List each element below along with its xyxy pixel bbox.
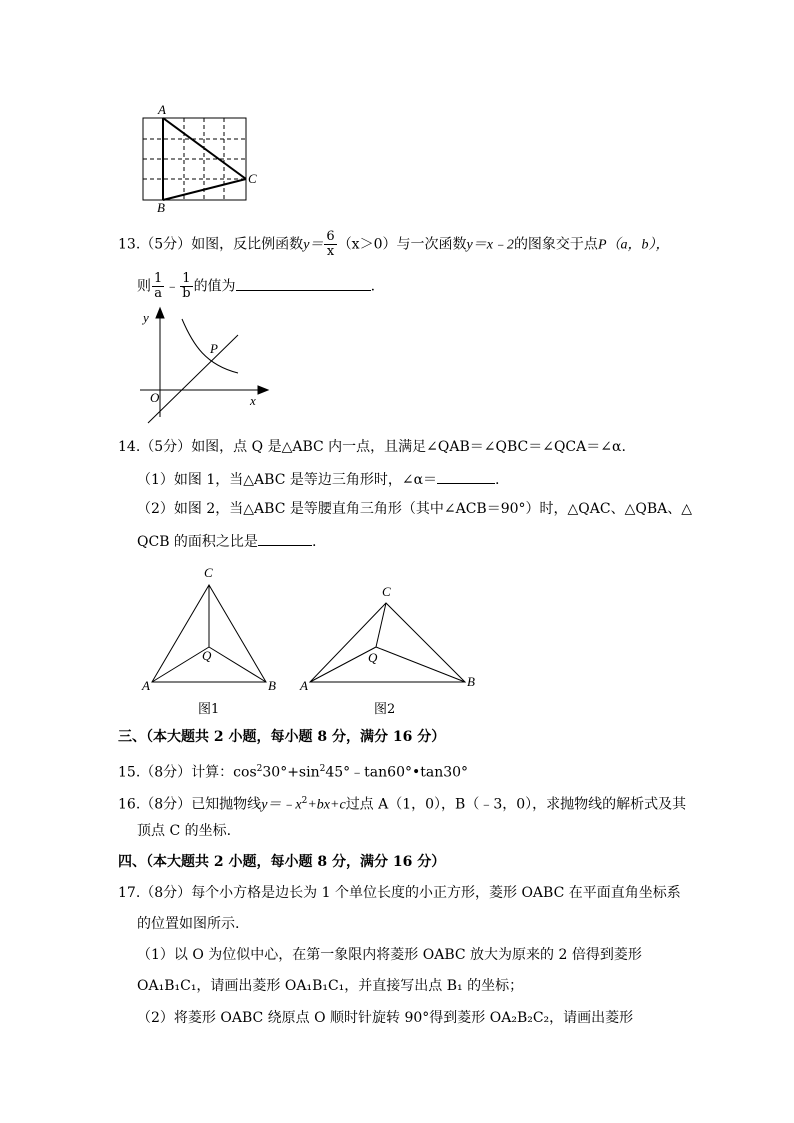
fraction-1-over-b: $\frac{1}{b}$ [182, 271, 191, 301]
label-x-axis: x [250, 393, 256, 408]
fig1-label-A: A [142, 678, 150, 693]
question-17-part1: （1）以 O 为位似中心，在第一象限内将菱形 OABC 放大为原来的 2 倍得到菱形 [137, 947, 642, 963]
fraction-1-over-a: $\frac{1}{a}$ [154, 271, 163, 301]
question-17-part2: （2）将菱形 OABC 绕原点 O 顺时针旋转 90°得到菱形 OA₂B₂C₂，请画出菱形 [137, 1010, 634, 1026]
section-4-heading: 四、（本大题共 2 小题，每小题 8 分，满分 16 分） [118, 854, 446, 870]
fig2-label-C: C [382, 584, 391, 599]
fig1-label-B: B [268, 678, 276, 693]
fig1-caption: 图1 [198, 702, 220, 717]
answer-blank-14-2[interactable] [258, 531, 312, 546]
answer-blank-13[interactable] [236, 276, 371, 291]
figure-function-graph [138, 305, 278, 425]
label-A: A [158, 102, 166, 117]
question-13-line2: 则 $\frac{1}{a}$ ﹣ $\frac{1}{b}$ 的值为 . [137, 271, 376, 301]
question-14-part2-line2: QCB 的面积之比是 . [137, 531, 316, 551]
question-16-line2: 顶点 C 的坐标. [137, 823, 232, 839]
question-14-part1: （1）如图 1，当△ABC 是等边三角形时，∠α＝ . [137, 469, 500, 489]
question-14-part2: （2）如图 2，当△ABC 是等腰直角三角形（其中∠ACB＝90°）时，△QAC、△QBA、△ [137, 501, 692, 517]
question-17: 17.（8分）每个小方格是边长为 1 个单位长度的小正方形，菱形 OABC 在平面直角坐标系 [118, 885, 681, 901]
triangles-svg [130, 560, 490, 715]
fig2-label-Q: Q [368, 650, 378, 665]
question-14: 14.（5分）如图，点 Q 是△ABC 内一点，且满足∠QAB＝∠QBC＝∠QCA＝∠α. [118, 439, 626, 455]
function-graph-svg [138, 305, 278, 425]
label-C: C [248, 171, 257, 186]
label-y-axis: y [143, 310, 149, 325]
question-13: 13.（5分）如图，反比例函数y＝ $\frac{6}{x}$ （x＞0）与一次函数y＝x﹣2的图象交于点P（a，b）， [118, 229, 670, 259]
question-17-part1-line2: OA₁B₁C₁，请画出菱形 OA₁B₁C₁，并直接写出点 B₁ 的坐标； [137, 978, 524, 994]
fraction-6-over-x: $\frac{6}{x}$ [326, 229, 335, 259]
figure-grid-triangle [138, 100, 268, 215]
fig1-label-C: C [204, 565, 213, 580]
fig2-caption: 图2 [374, 702, 396, 717]
fig1-label-Q: Q [202, 648, 212, 663]
question-17-line2: 的位置如图所示. [137, 916, 240, 932]
section-3-heading: 三、（本大题共 2 小题，每小题 8 分，满分 16 分） [118, 729, 446, 745]
label-B: B [157, 200, 165, 215]
label-P: P [210, 341, 218, 356]
question-15: 15.（8分）计算：$\cos^230^\circ+\sin^245^\circ﹣\tan 60^\circ•\tan 30^\circ$ [118, 764, 469, 781]
answer-blank-14-1[interactable] [437, 469, 495, 484]
fig2-label-B: B [467, 674, 475, 689]
figure-triangles [130, 560, 490, 715]
fig2-label-A: A [300, 678, 308, 693]
label-origin: O [150, 390, 160, 405]
question-16: 16.（8分）已知抛物线$y=﹣x^2+bx+c$过点 A（1，0），B（﹣3，0），求抛物线的解析式及其 [118, 796, 687, 813]
